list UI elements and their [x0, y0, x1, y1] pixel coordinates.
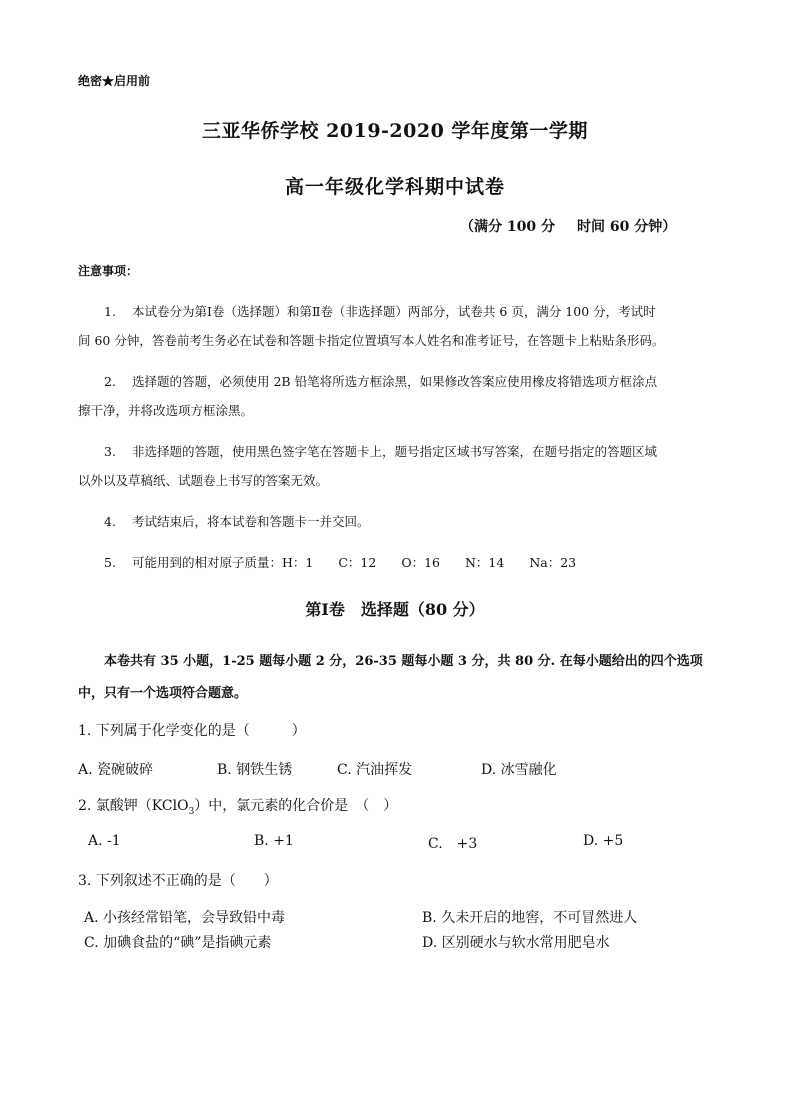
- exam-title: 高一年级化学科期中试卷: [284, 176, 505, 198]
- question-1-option-c: C. 汽油挥发: [337, 762, 413, 778]
- question-1-stem: 1. 下列属于化学变化的是（ ）: [78, 723, 306, 739]
- school-title: 三亚华侨学校 2019-2020 学年度第一学期: [202, 120, 588, 142]
- full-score: （满分 100 分: [460, 219, 555, 235]
- section-intro: 本卷共有 35 小题，1-25 题每小题 2 分，26-35 题每小题 3 分，共 80 分. 在每小题给出的四个选项中，只有一个选项符合题意。: [78, 654, 703, 701]
- question-3-option-c: C. 加碘食盐的“碘”是指碘元素: [84, 935, 272, 951]
- question-1-option-a: A. 瓷碗破碎: [78, 762, 154, 778]
- question-3-option-a: A. 小孩经常铅笔，会导致铅中毒: [84, 910, 286, 926]
- note-item-2-line-2: 擦干净，并将改选项方框涂黑。: [78, 403, 254, 418]
- question-1-option-d: D. 冰雪融化: [481, 762, 557, 778]
- note-item-2-line-1: 2. 选择题的答题，必须使用 2B 铅笔将所选方框涂黑，如果修改答案应使用橡皮将错选项方框涂点: [104, 374, 658, 389]
- confidential-label: 绝密★启用前: [78, 74, 151, 88]
- note-item-3-line-1: 3. 非选择题的答题，使用黑色签字笔在答题卡上，题号指定区域书写答案，在题号指定的答题区域: [104, 444, 658, 459]
- question-3-stem: 3. 下列叙述不正确的是（ ）: [78, 873, 278, 889]
- notes-title: 注意事项：: [78, 264, 139, 278]
- note-item-1-line-1: 1. 本试卷分为第Ⅰ卷（选择题）和第Ⅱ卷（非选择题）两部分，试卷共 6 页，满分 100 分，考试时: [104, 304, 656, 319]
- question-3-option-d: D. 区别硬水与软水常用肥皂水: [422, 935, 610, 951]
- question-2-option-a: A. -1: [88, 833, 121, 849]
- question-2-option-d: D. +5: [583, 833, 624, 849]
- question-2-option-c: C. +3: [428, 836, 478, 852]
- section-title: 第Ⅰ卷 选择题（80 分）: [305, 600, 485, 619]
- note-item-4: 4. 考试结束后，将本试卷和答题卡一并交回。: [104, 514, 370, 529]
- exam-time: 时间 60 分钟）: [576, 219, 677, 235]
- question-1-option-b: B. 钢铁生锈: [217, 762, 293, 778]
- note-item-3-line-2: 以外以及草稿纸、试题卷上书写的答案无效。: [78, 473, 329, 488]
- question-2-stem: 2. 氯酸钾（KClO$_3$）中，氯元素的化合价是 （ ）: [78, 798, 398, 817]
- question-3-option-b: B. 久未开启的地窖，不可冒然进人: [422, 910, 638, 926]
- note-item-5: 5. 可能用到的相对原子质量：H：1 C：12 O：16 N：14 Na：23: [104, 555, 577, 570]
- question-2-option-b: B. +1: [254, 833, 294, 849]
- score-time-info: [460, 216, 676, 236]
- note-item-1-line-2: 间 60 分钟，答卷前考生务必在试卷和答题卡指定位置填写本人姓名和准考证号，在答题卡上粘贴条形码。: [78, 333, 665, 348]
